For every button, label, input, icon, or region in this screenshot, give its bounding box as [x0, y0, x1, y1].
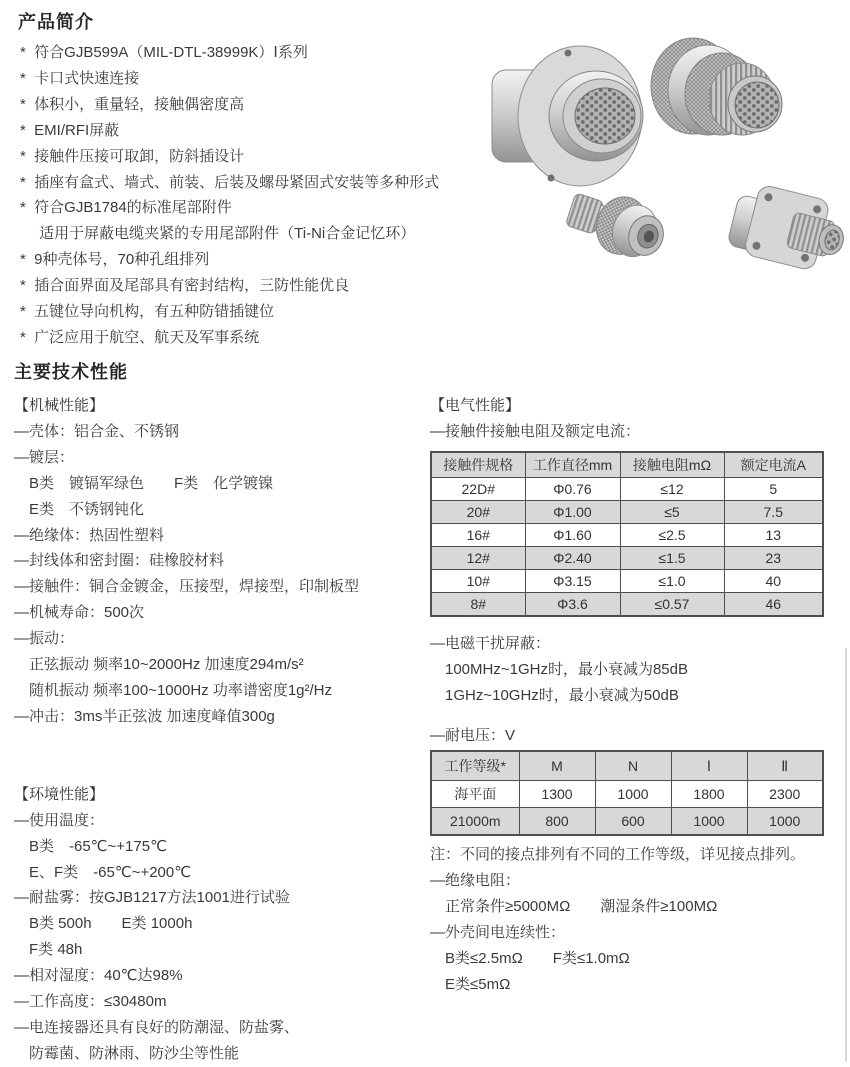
cell: Φ3.15 — [525, 569, 620, 592]
continuity-line: E类≤5mΩ — [430, 975, 511, 993]
cell: 1300 — [519, 781, 595, 808]
emi-line: 100MHz~1GHz时，最小衰减为85dB — [430, 660, 688, 678]
table-row — [431, 808, 823, 836]
table-row — [431, 523, 823, 546]
mechanical-line: 随机振动 频率100~1000Hz 功率谱密度1g²/Hz — [14, 681, 333, 699]
product-photos — [450, 20, 850, 310]
table-row — [431, 500, 823, 523]
right-column — [430, 393, 830, 998]
column-header: 工作等级* — [431, 751, 519, 781]
emi-heading: —电磁干扰屏蔽： — [430, 634, 551, 652]
table-row — [431, 546, 823, 569]
intro-bullet: * 符合GJB1784的标准尾部附件 — [20, 199, 232, 217]
intro-bullet: * 广泛应用于航空、航天及军事系统 — [20, 328, 260, 346]
cell: 12# — [431, 546, 525, 569]
table-row — [431, 569, 823, 592]
intro-bullet: * 9种壳体号，70种孔组排列 — [20, 251, 210, 269]
mechanical-line: —封线体和密封圈：硅橡胶材料 — [14, 552, 225, 570]
intro-bullet: * 插座有盒式、墙式、前装、后装及螺母紧固式安装等多种形式 — [20, 173, 440, 191]
cell: 1000 — [595, 781, 671, 808]
page-edge-line — [845, 648, 847, 1062]
cell: 海平面 — [431, 781, 519, 808]
mechanical-line: —接触件：铜合金镀金，压接型，焊接型，印制板型 — [14, 578, 360, 596]
mechanical-line: —绝缘体：热固性塑料 — [14, 526, 165, 544]
column-header: 接触件规格 — [431, 452, 525, 478]
cell: Φ1.60 — [525, 523, 620, 546]
cell: 8# — [431, 592, 525, 616]
cell: 46 — [724, 592, 823, 616]
insulation-line: 正常条件≥5000MΩ 潮湿条件≥100MΩ — [430, 898, 718, 916]
intro-bullet: * EMI/RFI屏蔽 — [20, 121, 120, 139]
voltage-table-note: 注：不同的接点排列有不同的工作等级，详见接点排列。 — [430, 846, 806, 864]
mechanical-line: B类 镀镉军绿色 F类 化学镀镍 — [14, 474, 274, 492]
environmental-line: B类 -65℃~+175℃ — [14, 837, 167, 855]
table-row — [431, 477, 823, 500]
environmental-line: —相对湿度：40℃达98% — [14, 967, 183, 985]
cell: ≤5 — [620, 500, 724, 523]
mechanical-line: —机械寿命：500次 — [14, 604, 145, 622]
photo-knurled-coupling-plug — [651, 38, 782, 135]
environmental-line: 防霉菌、防淋雨、防沙尘等性能 — [14, 1044, 240, 1062]
intro-bullet: * 插合面界面及尾部具有密封结构，三防性能优良 — [20, 277, 350, 295]
intro-bullet: * 符合GJB599A（MIL-DTL-38999K）Ⅰ系列 — [20, 44, 308, 61]
cell: 40 — [724, 569, 823, 592]
table-row — [431, 781, 823, 808]
electrical-heading: 【电气性能】 — [430, 397, 521, 414]
photo-small-cable-plug — [562, 181, 672, 266]
cell: 600 — [595, 808, 671, 836]
intro-title: 产品简介 — [18, 12, 94, 32]
left-column — [14, 393, 426, 1067]
column-header: M — [519, 751, 595, 781]
tech-title: 主要技术性能 — [14, 362, 128, 382]
cell: 1000 — [747, 808, 823, 836]
intro-bullet: * 卡口式快速连接 — [20, 69, 140, 87]
environmental-line: —工作高度：≤30480m — [14, 993, 167, 1011]
insulation-heading: —绝缘电阻： — [430, 872, 521, 890]
column-header: 工作直径mm — [525, 452, 620, 478]
environmental-line: B类 500h E类 1000h — [14, 915, 193, 933]
cell: 20# — [431, 500, 525, 523]
voltage-heading: —耐电压：V — [430, 726, 516, 744]
cell: Φ3.6 — [525, 592, 620, 616]
photo-square-flange-receptacle — [726, 180, 850, 277]
cell: 7.5 — [724, 500, 823, 523]
environmental-line: —使用温度： — [14, 811, 105, 829]
cell: 1000 — [671, 808, 747, 836]
cell: 23 — [724, 546, 823, 569]
table-header-row — [431, 452, 823, 478]
cell: 1800 — [671, 781, 747, 808]
mechanical-line: —振动： — [14, 630, 75, 648]
table-header-row — [431, 751, 823, 781]
cell: 13 — [724, 523, 823, 546]
environmental-line: F类 48h — [14, 941, 83, 959]
withstand-voltage-table — [430, 750, 824, 836]
cell: Φ2.40 — [525, 546, 620, 569]
column-header: N — [595, 751, 671, 781]
cell: ≤1.5 — [620, 546, 724, 569]
cell: 16# — [431, 523, 525, 546]
environmental-heading: 【环境性能】 — [14, 785, 105, 803]
column-header: Ⅱ — [747, 751, 823, 781]
intro-bullet: * 接触件压接可取卸，防斜插设计 — [20, 147, 245, 165]
column-header: 接触电阻mΩ — [620, 452, 724, 478]
cell: Φ1.00 — [525, 500, 620, 523]
intro-bullet-list — [20, 40, 490, 351]
mechanical-line: —壳体：铝合金、不锈钢 — [14, 422, 180, 440]
cell: 10# — [431, 569, 525, 592]
cell: 21000m — [431, 808, 519, 836]
continuity-heading: —外壳间电连续性： — [430, 924, 566, 942]
cell: 2300 — [747, 781, 823, 808]
table-row — [431, 592, 823, 616]
cell: 800 — [519, 808, 595, 836]
mechanical-line: —镀层： — [14, 448, 75, 466]
emi-line: 1GHz~10GHz时，最小衰减为50dB — [430, 686, 679, 704]
column-header: 额定电流A — [724, 452, 823, 478]
mechanical-line: 正弦振动 频率10~2000Hz 加速度294m/s² — [14, 656, 304, 674]
cell: ≤12 — [620, 477, 724, 500]
continuity-line: B类≤2.5mΩ F类≤1.0mΩ — [430, 950, 630, 968]
mechanical-line: —冲击：3ms半正弦波 加速度峰值300g — [14, 707, 275, 725]
column-header: Ⅰ — [671, 751, 747, 781]
environmental-line: E、F类 -65℃~+200℃ — [14, 863, 192, 881]
intro-bullet: * 五键位导向机构，有五种防错插键位 — [20, 303, 275, 321]
environmental-line: —耐盐雾：按GJB1217方法1001进行试验 — [14, 889, 290, 907]
intro-bullet-continuation: 适用于屏蔽电缆夹紧的专用尾部附件（Ti-Ni合金记忆环） — [20, 225, 416, 243]
contact-table-intro: —接触件接触电阻及额定电流： — [430, 422, 641, 440]
mechanical-heading: 【机械性能】 — [14, 397, 105, 414]
contact-resistance-table — [430, 451, 824, 617]
cell: 5 — [724, 477, 823, 500]
cell: ≤2.5 — [620, 523, 724, 546]
cell: 22D# — [431, 477, 525, 500]
cell: ≤1.0 — [620, 569, 724, 592]
intro-bullet: * 体积小，重量轻，接触偶密度高 — [20, 95, 245, 113]
cell: ≤0.57 — [620, 592, 724, 616]
photo-round-flange-receptacle — [492, 46, 643, 186]
mechanical-line: E类 不锈钢钝化 — [14, 500, 145, 518]
environmental-line: —电连接器还具有良好的防潮湿、防盐雾、 — [14, 1018, 300, 1036]
cell: Φ0.76 — [525, 477, 620, 500]
